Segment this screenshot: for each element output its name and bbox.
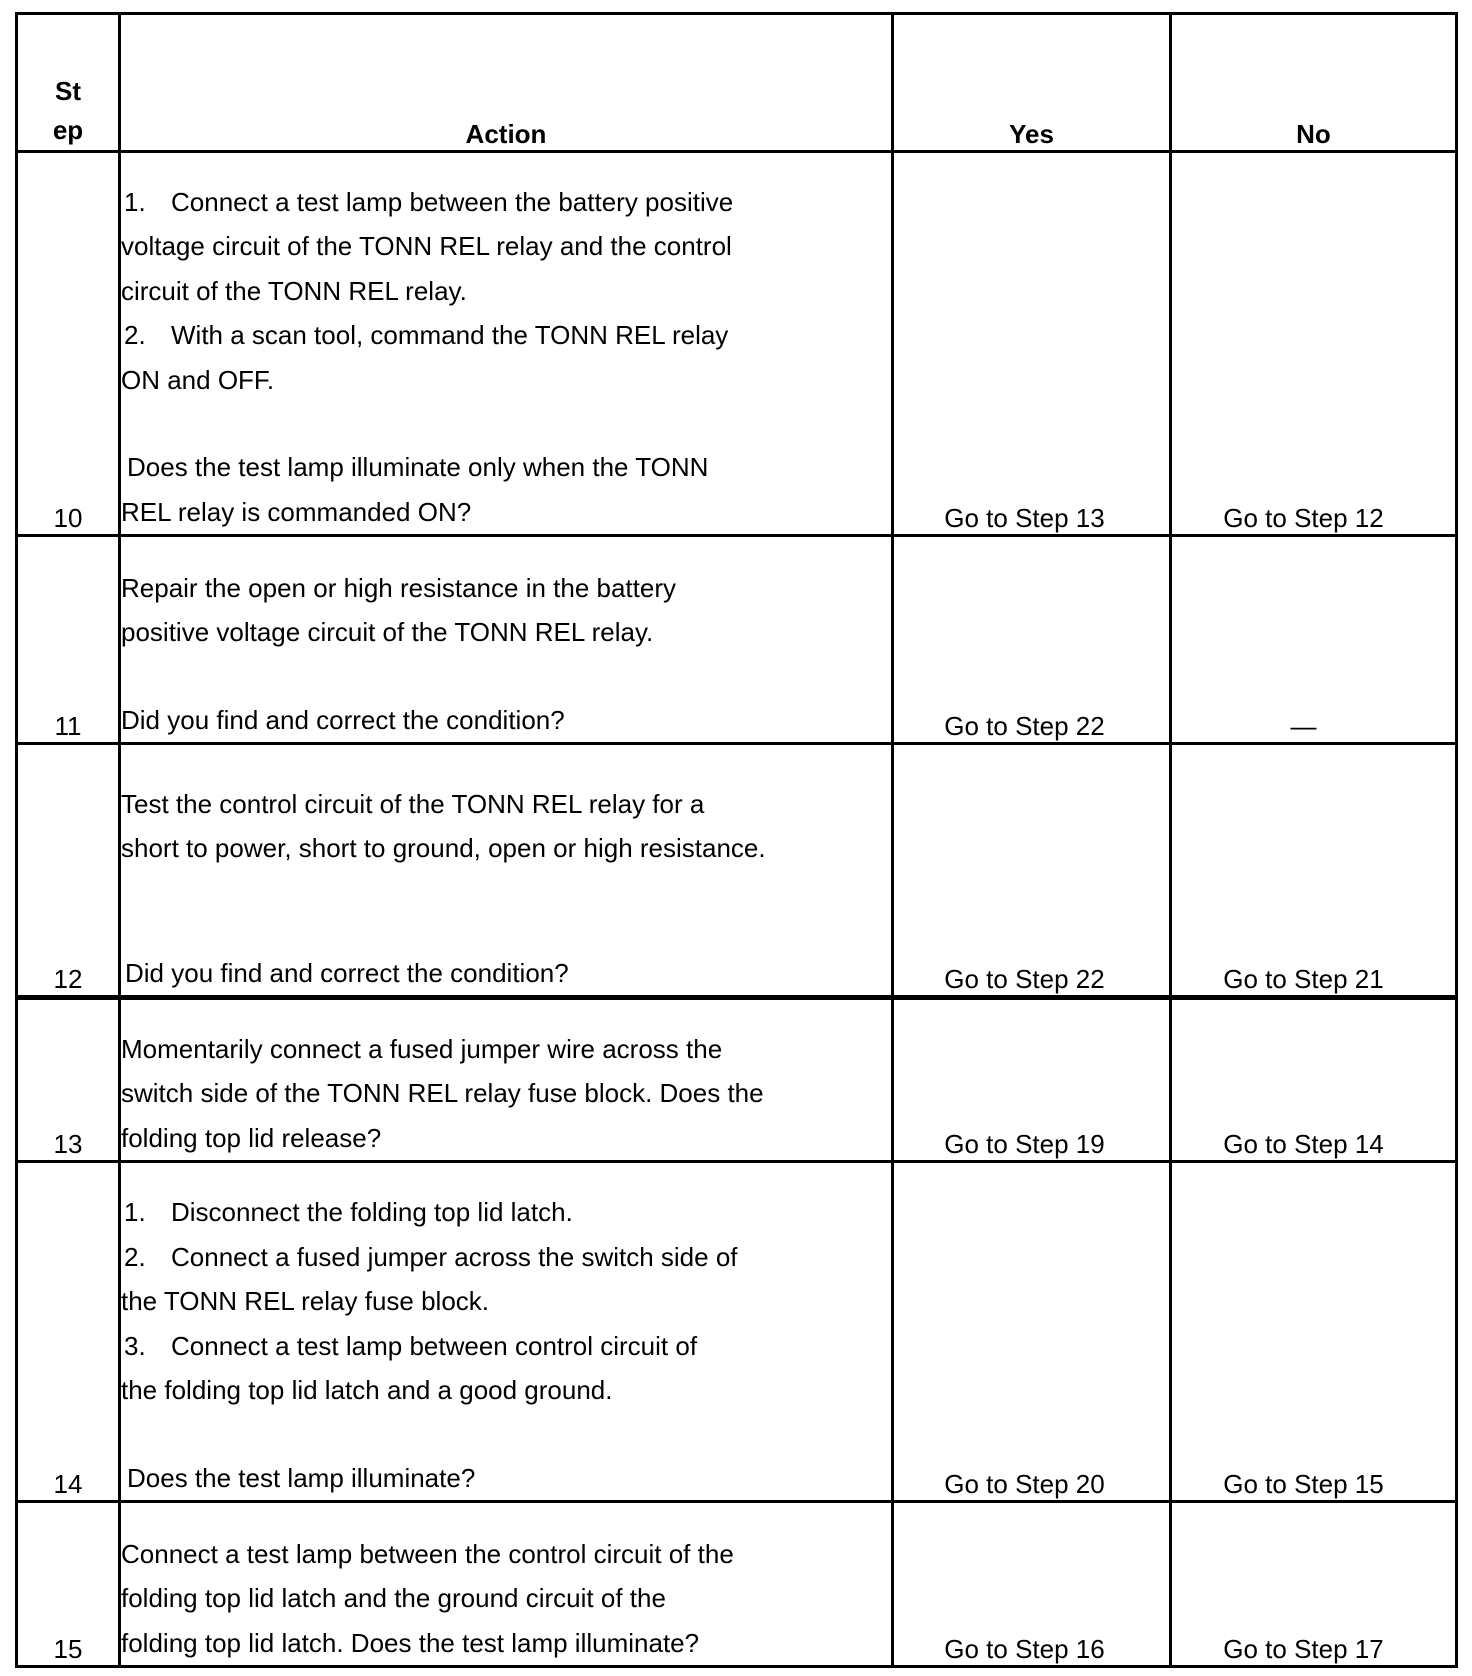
- header-no: No: [1171, 14, 1457, 152]
- action-cell: [120, 536, 893, 744]
- action-question: Does the test lamp illuminate?: [127, 1462, 476, 1493]
- action-line: the folding top lid latch and a good ground.: [121, 1375, 613, 1405]
- action-question: Did you find and correct the condition?: [125, 957, 569, 988]
- action-question: Does the test lamp illuminate only when the TONN: [127, 452, 709, 482]
- action-cell: [120, 744, 893, 998]
- action-line: Repair the open or high resistance in the battery: [121, 572, 677, 603]
- action-line: folding top lid release?: [121, 1122, 382, 1153]
- action-cell: [120, 1162, 893, 1502]
- no-cell: Go to Step 12: [1171, 152, 1457, 536]
- no-cell: —: [1171, 536, 1457, 744]
- step-number: 13: [17, 998, 120, 1162]
- action-line: folding top lid latch and the ground circuit of the: [121, 1583, 666, 1613]
- header-action: Action: [120, 14, 893, 152]
- no-cell: Go to Step 17: [1171, 1502, 1457, 1667]
- action-line: circuit of the TONN REL relay.: [121, 275, 467, 306]
- action-line: folding top lid latch. Does the test lamp illuminate?: [121, 1627, 700, 1658]
- table-header-row: [17, 14, 1457, 152]
- action-question: REL relay is commanded ON?: [121, 496, 472, 527]
- action-line: ON and OFF.: [121, 364, 275, 395]
- step-number: 12: [17, 744, 120, 998]
- step-number: 15: [17, 1502, 120, 1667]
- header-step: St ep: [17, 14, 120, 152]
- action-line: short to power, short to ground, open or high resistance.: [121, 833, 766, 863]
- no-cell: Go to Step 21: [1171, 744, 1457, 998]
- yes-cell: Go to Step 20: [893, 1162, 1171, 1502]
- yes-cell: Go to Step 13: [893, 152, 1171, 536]
- no-cell: Go to Step 14: [1171, 998, 1457, 1162]
- action-line: switch side of the TONN REL relay fuse block. Does the: [121, 1078, 764, 1108]
- action-line: 3. Connect a test lamp between control circuit of: [124, 1330, 698, 1361]
- action-line: voltage circuit of the TONN REL relay and the control: [121, 231, 732, 261]
- step-number: 14: [17, 1162, 120, 1502]
- table-row: [17, 998, 1457, 1162]
- action-line: Connect a test lamp between the control circuit of the: [121, 1538, 734, 1569]
- action-line: Test the control circuit of the TONN REL relay for a: [121, 788, 705, 819]
- action-cell: [120, 998, 893, 1162]
- step-number: 11: [17, 536, 120, 744]
- table-row: [17, 536, 1457, 744]
- table-row: [17, 152, 1457, 536]
- table-row: [17, 1162, 1457, 1502]
- table-row: [17, 1502, 1457, 1667]
- yes-cell: Go to Step 22: [893, 536, 1171, 744]
- table-row: [17, 744, 1457, 998]
- no-cell: Go to Step 15: [1171, 1162, 1457, 1502]
- action-cell: [120, 1502, 893, 1667]
- action-line: 2. With a scan tool, command the TONN REL relay: [124, 320, 729, 350]
- action-line: positive voltage circuit of the TONN REL relay.: [121, 617, 654, 647]
- action-cell: [120, 152, 893, 536]
- action-question: Did you find and correct the condition?: [121, 704, 565, 735]
- action-line: Momentarily connect a fused jumper wire across the: [121, 1033, 723, 1064]
- diagnostic-steps-table: [15, 12, 1458, 1668]
- action-line: 2. Connect a fused jumper across the switch side of: [124, 1241, 738, 1272]
- step-number: 10: [17, 152, 120, 536]
- yes-cell: Go to Step 19: [893, 998, 1171, 1162]
- action-line: the TONN REL relay fuse block.: [121, 1286, 490, 1316]
- action-line: 1. Connect a test lamp between the battery positive: [124, 186, 734, 217]
- header-yes: Yes: [893, 14, 1171, 152]
- yes-cell: Go to Step 16: [893, 1502, 1171, 1667]
- action-line: 1. Disconnect the folding top lid latch.: [124, 1197, 573, 1227]
- yes-cell: Go to Step 22: [893, 744, 1171, 998]
